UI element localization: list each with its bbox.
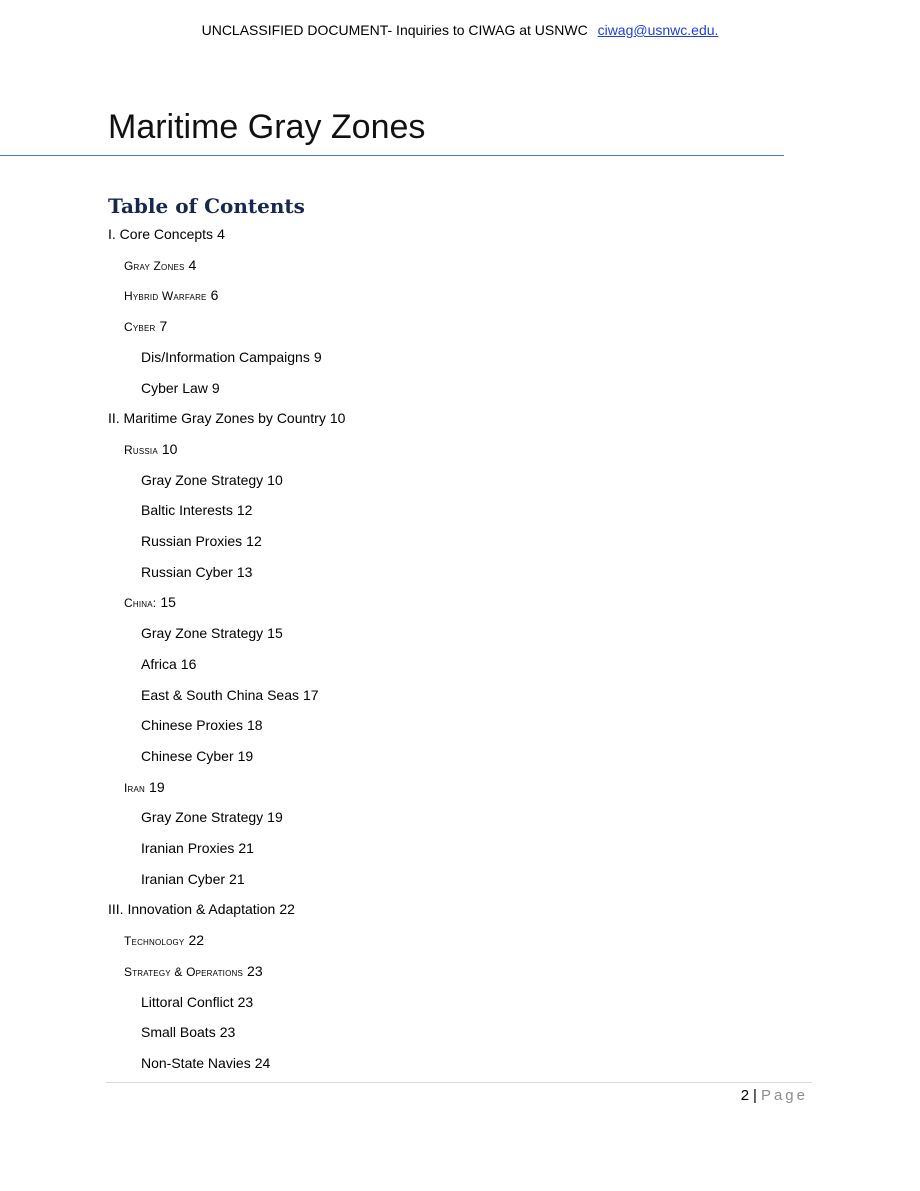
toc-entry-page: 21 bbox=[238, 840, 254, 856]
toc-entry-page: 23 bbox=[219, 1024, 236, 1041]
toc-entry-label: Iran bbox=[124, 780, 146, 795]
toc-entry-page: 24 bbox=[254, 1054, 271, 1071]
toc-entry-page: 19 bbox=[237, 747, 254, 764]
toc-entry-label: Dis/Information Campaigns bbox=[141, 348, 310, 365]
toc-entry-label: Strategy & Operations bbox=[124, 964, 244, 979]
toc-entry-page: 13 bbox=[236, 563, 253, 580]
toc-entry-page: 21 bbox=[229, 870, 245, 887]
footer-separator: | bbox=[753, 1087, 757, 1104]
document-header bbox=[0, 22, 920, 38]
header-email-link[interactable]: ciwag@usnwc.edu. bbox=[597, 22, 719, 38]
toc-entry-page: 4 bbox=[188, 256, 197, 273]
toc-entry-page: 9 bbox=[313, 348, 322, 365]
toc-entry-page: 9 bbox=[211, 379, 220, 396]
toc-entry-label: Russia bbox=[124, 442, 158, 457]
toc-entry-page: 23 bbox=[247, 962, 263, 979]
toc-entry-page: 19 bbox=[267, 809, 283, 826]
footer-page-word: Page bbox=[760, 1087, 808, 1104]
toc-entry-page: 22 bbox=[279, 901, 295, 918]
toc-entry-page: 6 bbox=[210, 287, 219, 304]
toc-entry-page: 4 bbox=[217, 226, 225, 242]
toc-entry-page: 19 bbox=[149, 778, 165, 795]
toc-entry-label: East & South China Seas bbox=[141, 686, 299, 703]
toc-entry-label: Iranian Cyber bbox=[141, 870, 226, 887]
toc-entry-label: Chinese Proxies bbox=[141, 717, 243, 734]
toc-entry-label: Non-State Navies bbox=[141, 1054, 251, 1071]
toc-entry-page: 10 bbox=[161, 440, 178, 457]
header-text: UNCLASSIFIED DOCUMENT- Inquiries to CIWAG at USNWC bbox=[201, 22, 588, 38]
toc-entry-label: Gray Zone Strategy bbox=[141, 809, 264, 826]
toc-entry-label: Baltic Interests bbox=[141, 502, 233, 519]
toc-entry-page: 15 bbox=[267, 625, 283, 642]
footer-page-number: 2 bbox=[740, 1087, 750, 1104]
toc-entry-label: Chinese Cyber bbox=[141, 747, 234, 764]
document-title: Maritime Gray Zones bbox=[108, 108, 426, 146]
toc-entry-label: III. Innovation & Adaptation bbox=[108, 901, 276, 918]
toc-entry-label: II. Maritime Gray Zones by Country bbox=[108, 410, 326, 427]
toc-entry-page: 22 bbox=[188, 932, 205, 949]
toc-entry-page: 18 bbox=[246, 717, 263, 734]
toc-entry-page: 10 bbox=[267, 471, 283, 488]
toc-entry-label: Gray Zones bbox=[124, 258, 185, 273]
toc-entry-page: 12 bbox=[236, 502, 253, 519]
toc-entry-label: I. Core Concepts bbox=[108, 226, 214, 242]
toc-entry-label: Africa bbox=[141, 655, 177, 672]
toc-entry-page: 23 bbox=[237, 993, 254, 1010]
toc-entry-label: Littoral Conflict bbox=[141, 993, 234, 1010]
toc-heading: Table of Contents bbox=[108, 194, 305, 218]
title-divider bbox=[0, 155, 784, 156]
toc-entry-label: Gray Zone Strategy bbox=[141, 471, 264, 488]
page-footer bbox=[741, 1087, 808, 1104]
toc-entry-label: Iranian Proxies bbox=[141, 840, 235, 856]
footer-divider bbox=[106, 1082, 812, 1083]
toc-entry-label: Technology bbox=[124, 934, 185, 949]
toc-entry-page: 17 bbox=[303, 686, 319, 703]
toc-entry-page: 7 bbox=[159, 318, 168, 335]
toc-entry-label: Small Boats bbox=[141, 1024, 216, 1041]
toc-entry-page: 16 bbox=[180, 655, 197, 672]
toc-entry-label: Russian Proxies bbox=[141, 533, 243, 549]
toc-entry-label: Cyber Law bbox=[141, 379, 208, 396]
toc-entry-label: Russian Cyber bbox=[141, 563, 233, 580]
toc-entry-label: Hybrid Warfare bbox=[124, 289, 207, 304]
toc-entry-page: 12 bbox=[246, 533, 262, 549]
toc-entry-label: China: bbox=[124, 596, 157, 611]
toc-entry-label: Gray Zone Strategy bbox=[141, 625, 264, 642]
toc-entry-label: Cyber bbox=[124, 320, 156, 335]
toc-entry-page: 10 bbox=[329, 410, 346, 427]
toc-entry-page: 15 bbox=[160, 594, 176, 611]
